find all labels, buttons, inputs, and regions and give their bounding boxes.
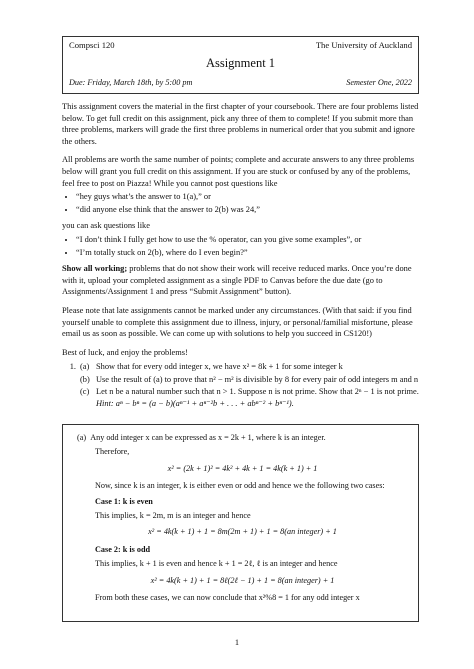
assignment-header-box <box>62 36 419 94</box>
good-questions-list <box>62 234 419 258</box>
part-label: (c) <box>80 387 90 397</box>
part-text: Let n be a natural number such that n > 1. Suppose n is not prime. Show that 2ⁿ − 1 is not prime. <box>96 387 419 397</box>
question-1b <box>80 374 419 386</box>
question-number: 1. <box>69 362 76 372</box>
assignment-title: Assignment 1 <box>205 56 276 70</box>
part-label: (a) <box>80 362 90 372</box>
hint-text: Hint: aⁿ − bⁿ = (a − b)(aⁿ⁻¹ + aⁿ⁻²b + . . . + abⁿ⁻² + bⁿ⁻¹). <box>96 399 294 409</box>
show-working-paragraph <box>62 263 419 298</box>
question-1c <box>80 386 419 409</box>
equation: x² = 4k(k + 1) + 1 = 8m(2m + 1) + 1 = 8(an integer) + 1 <box>148 527 337 537</box>
list-item: • “I’m totally stuck on 2(b), where do I even begin?” <box>76 247 419 259</box>
answer-content <box>77 432 408 606</box>
can-ask-line: you can ask questions like <box>62 221 150 231</box>
show-working-bold: Show all working; <box>62 264 128 274</box>
part-label: (b) <box>80 374 90 384</box>
answer-line: Any odd integer x can be expressed as x = 2k + 1, where k is an integer. <box>90 433 326 442</box>
header-bottom-row <box>69 78 412 87</box>
part-text: Use the result of (a) to prove that n² − m² is divisible by 8 for every pair of odd integers m and n <box>96 374 419 384</box>
answer-line: This implies, k + 1 is even and hence k + 1 = 2ℓ, ℓ is an integer and hence <box>95 559 338 569</box>
intro-paragraph: This assignment covers the material in the first chapter of your coursebook. There are four problems listed below. To get full credit on this assignment, pick any three of them to complete! If you submit more than three problems, markers will grade the first three problems in numerical order that you submit and ignore the others. <box>62 102 419 146</box>
best-of-luck-line: Best of luck, and enjoy the problems! <box>62 347 188 357</box>
case-heading: Case 1: k is even <box>95 496 153 506</box>
late-policy-paragraph: Please note that late assignments cannot be marked under any circumstances. (With that said: if you find yourself unable to complete this assignment due to illness, injury, or personal/familial misfortune, please email us as soon as possible. We can come up with solutions to help you succeed in CS120!) <box>62 305 413 339</box>
list-item: • “I don’t think I fully get how to use the % operator, can you give some examples”, or <box>76 234 419 246</box>
equation: x² = (2k + 1)² = 4k² + 4k + 1 = 4k(k + 1) + 1 <box>167 463 318 473</box>
instructions-body <box>62 101 419 411</box>
answer-line: This implies, k = 2m, m is an integer and hence <box>95 511 251 521</box>
answer-line: Now, since k is an integer, k is either even or odd and hence we the following two cases: <box>95 481 385 491</box>
answer-conclusion: From both these cases, we can now conclude that x²%8 = 1 for any odd integer x <box>95 593 360 603</box>
show-working-text: problems that do not show their work will receive reduced marks. Once you’re done with it, upload your completed assignment as a single PDF to Canvas before the due date (go to Assignments/Assignment 1 and press “Submit Assignment” button). <box>62 264 412 297</box>
part-text: Show that for every odd integer x, we have x² = 8k + 1 for some integer k <box>96 362 343 372</box>
answer-label: (a) <box>77 433 87 442</box>
university-name: The University of Auckland <box>315 40 412 50</box>
answer-box <box>62 424 419 622</box>
due-date: Due: Friday, March 18th, by 5:00 pm <box>69 78 193 87</box>
course-code: Compsci 120 <box>69 40 115 50</box>
semester: Semester One, 2022 <box>346 78 412 87</box>
bad-questions-list <box>62 191 419 215</box>
list-item: • “hey guys what’s the answer to 1(a),” or <box>76 191 419 203</box>
answer-line: Therefore, <box>95 447 130 457</box>
list-item: • “did anyone else think that the answer to 2(b) was 24,” <box>76 204 419 216</box>
points-paragraph: All problems are worth the same number of points; complete and accurate answers to any three problems below will grant you full credit on this assignment. If you are stuck or confused by any of the problems, feel free to post on Piazza! While you cannot post questions like <box>62 155 415 188</box>
equation: x² = 4k(k + 1) + 1 = 8ℓ(2ℓ − 1) + 1 = 8(an integer) + 1 <box>150 575 335 585</box>
question-1a <box>80 361 419 373</box>
header-top-row <box>69 40 412 50</box>
case-heading: Case 2: k is odd <box>95 544 151 554</box>
page-number: 1 <box>234 638 240 647</box>
question-1 <box>62 361 419 410</box>
